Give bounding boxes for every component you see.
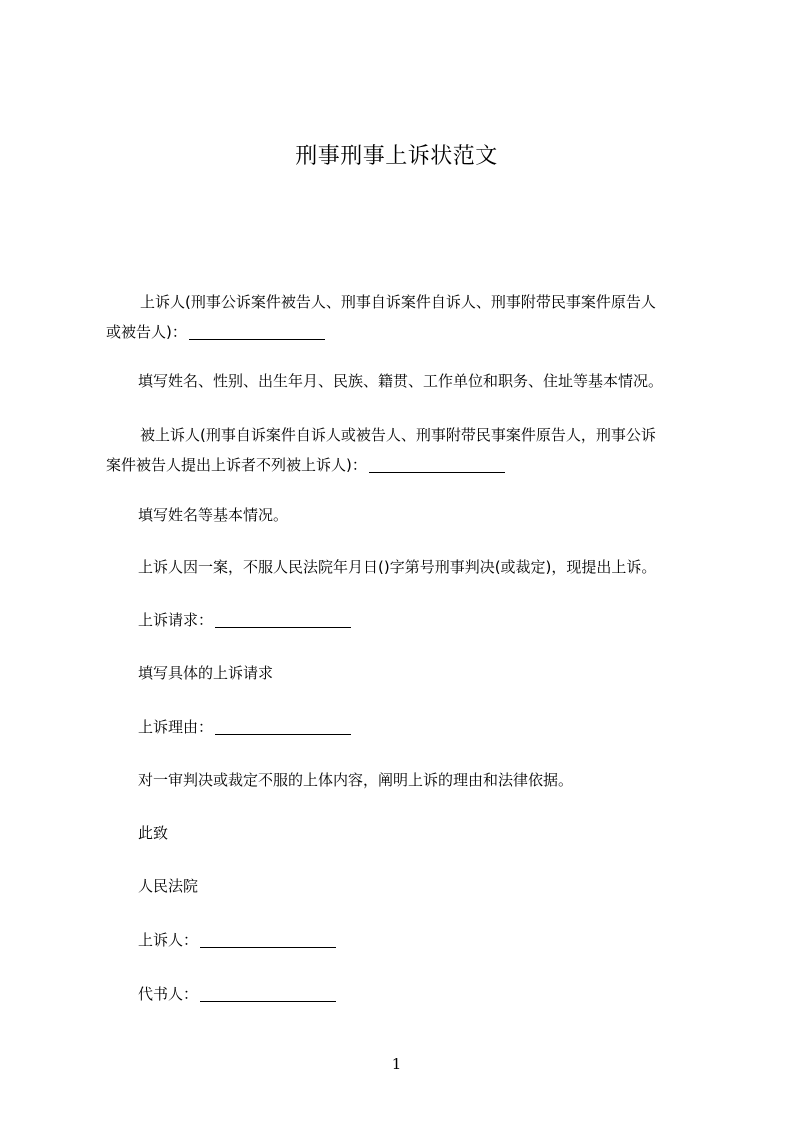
appellant-signature-line bbox=[106, 925, 734, 955]
appellee-line-1: 被上诉人(刑事自诉案件自诉人或被告人、刑事附带民事案件原告人，刑事公诉 bbox=[140, 426, 656, 444]
appellant-blank-line[interactable] bbox=[189, 323, 325, 340]
appeal-reason-label: 上诉理由： bbox=[138, 718, 214, 736]
appellant-signature-blank-line[interactable] bbox=[200, 931, 336, 948]
appeal-reason-instruction: 对一审判决或裁定不服的上体内容，阐明上诉的理由和法律依据。 bbox=[138, 771, 574, 789]
appeal-request-line bbox=[106, 605, 734, 635]
appeal-request-blank-line[interactable] bbox=[215, 611, 351, 628]
appellee-info-instruction: 填写姓名等基本情况。 bbox=[138, 506, 289, 524]
appeal-statement: 上诉人因一案，不服人民法院年月日()字第号刑事判决(或裁定)，现提出上诉。 bbox=[138, 558, 657, 576]
appeal-reason-blank-line[interactable] bbox=[215, 718, 351, 735]
appellant-paragraph bbox=[106, 287, 702, 347]
salutation: 此致 bbox=[138, 824, 169, 842]
appeal-request-instruction: 填写具体的上诉请求 bbox=[138, 664, 274, 682]
appellant-line-1: 上诉人(刑事公诉案件被告人、刑事自诉案件自诉人、刑事附带民事案件原告人 bbox=[140, 293, 656, 311]
appeal-request-label: 上诉请求： bbox=[138, 611, 214, 629]
appeal-reason-line bbox=[106, 712, 734, 742]
appellant-line-2: 或被告人)： bbox=[106, 323, 187, 341]
appellee-line-2: 案件被告人提出上诉者不列被上诉人)： bbox=[106, 456, 367, 474]
scribe-signature-blank-line[interactable] bbox=[200, 985, 336, 1002]
scribe-signature-line bbox=[106, 979, 734, 1009]
document-title: 刑事刑事上诉状范文 bbox=[295, 144, 498, 169]
appellant-info-instruction: 填写姓名、性别、出生年月、民族、籍贯、工作单位和职务、住址等基本情况。 bbox=[138, 372, 664, 390]
appellee-blank-line[interactable] bbox=[369, 456, 505, 473]
scribe-signature-label: 代书人： bbox=[138, 985, 199, 1003]
court-name: 人民法院 bbox=[138, 877, 199, 895]
appellant-signature-label: 上诉人： bbox=[138, 931, 199, 949]
appellee-paragraph bbox=[106, 420, 702, 480]
page-number: 1 bbox=[391, 1055, 402, 1073]
